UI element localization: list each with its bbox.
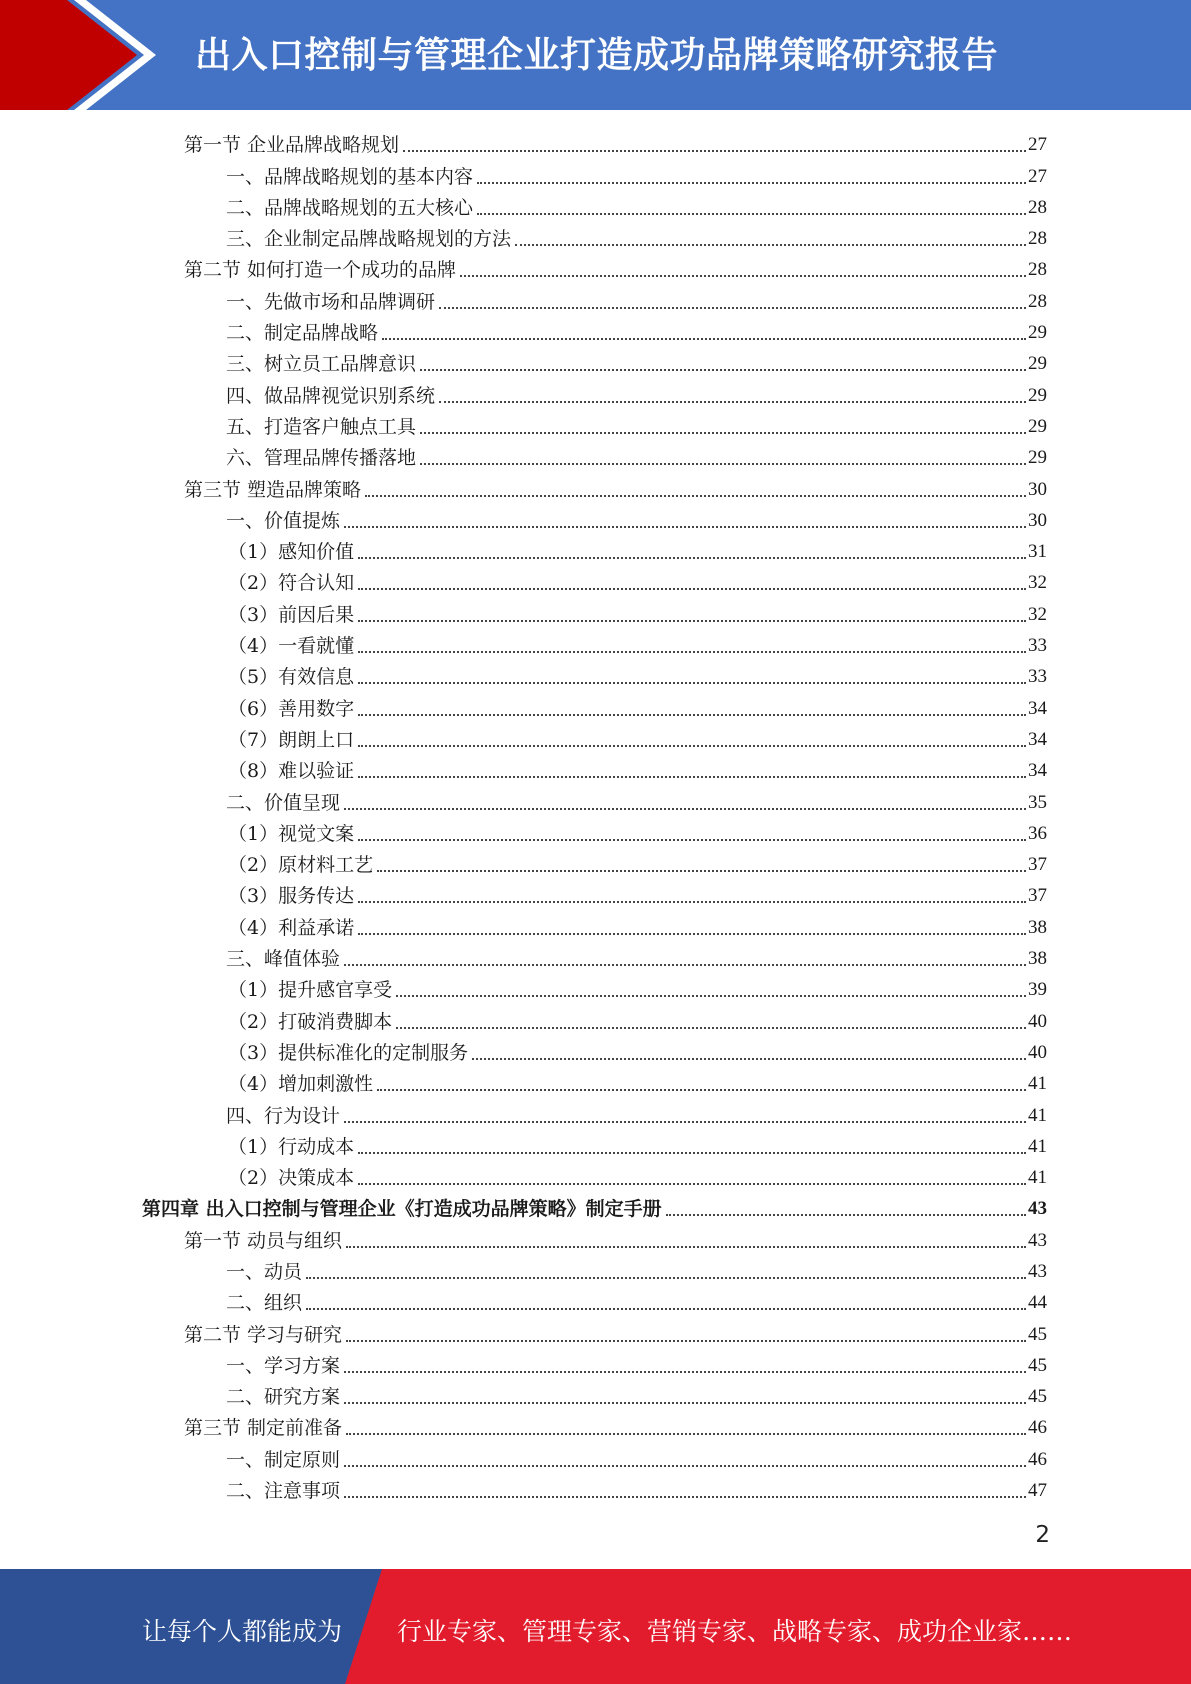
- toc-dot-leader: [358, 1182, 1026, 1185]
- toc-entry-label: （2）打破消费脚本: [228, 1010, 393, 1033]
- toc-entry[interactable]: [0, 1221, 1191, 1252]
- toc-entry-page-number: 38: [1028, 948, 1047, 970]
- toc-entry[interactable]: [0, 157, 1191, 188]
- toc-dot-leader: [358, 775, 1026, 778]
- toc-dot-leader: [344, 1401, 1026, 1404]
- toc-entry-label: 第一节 动员与组织: [184, 1229, 343, 1252]
- toc-entry-label: 第一节 企业品牌战略规划: [184, 134, 400, 157]
- toc-entry[interactable]: [0, 376, 1191, 407]
- toc-entry-page-number: 33: [1028, 666, 1047, 688]
- toc-entry-page-number: 46: [1028, 1417, 1047, 1439]
- toc-entry-page-number: 28: [1028, 290, 1047, 312]
- toc-dot-leader: [382, 337, 1026, 340]
- toc-dot-leader: [358, 681, 1026, 684]
- toc-entry-label: 第二节 如何打造一个成功的品牌: [184, 259, 457, 282]
- toc-entry-page-number: 37: [1028, 885, 1047, 907]
- toc-entry-label: 二、制定品牌战略: [226, 322, 379, 345]
- toc-entry-page-number: 29: [1028, 447, 1047, 469]
- toc-dot-leader: [358, 900, 1026, 903]
- toc-entry-label: 一、品牌战略规划的基本内容: [226, 165, 474, 188]
- toc-entry[interactable]: [0, 846, 1191, 877]
- toc-entry-label: （4）一看就懂: [228, 635, 355, 658]
- toc-entry-page-number: 32: [1028, 603, 1047, 625]
- toc-entry-label: （1）提升感官享受: [228, 979, 393, 1002]
- toc-entry-page-number: 37: [1028, 854, 1047, 876]
- toc-dot-leader: [365, 494, 1026, 497]
- toc-entry[interactable]: [0, 689, 1191, 720]
- toc-entry-page-number: 43: [1028, 1198, 1047, 1220]
- toc-entry[interactable]: [0, 439, 1191, 470]
- report-title: 出入口控制与管理企业打造成功品牌策略研究报告: [195, 35, 999, 76]
- toc-entry-page-number: 39: [1028, 979, 1047, 1001]
- toc-entry[interactable]: [0, 1409, 1191, 1440]
- toc-dot-leader: [515, 243, 1026, 246]
- toc-dot-leader: [460, 274, 1026, 277]
- toc-entry[interactable]: [0, 658, 1191, 689]
- toc-entry[interactable]: [0, 595, 1191, 626]
- toc-dot-leader: [403, 149, 1026, 152]
- toc-entry-page-number: 27: [1028, 165, 1047, 187]
- toc-entry-page-number: 31: [1028, 541, 1047, 563]
- toc-entry-label: （8）难以验证: [228, 760, 355, 783]
- toc-entry-label: （6）善用数字: [228, 697, 355, 720]
- toc-entry-label: 二、品牌战略规划的五大核心: [226, 196, 474, 219]
- toc-dot-leader: [377, 869, 1026, 872]
- toc-dot-leader: [420, 368, 1026, 371]
- toc-entry-page-number: 35: [1028, 791, 1047, 813]
- toc-entry[interactable]: [0, 1315, 1191, 1346]
- toc-dot-leader: [306, 1307, 1026, 1310]
- toc-dot-leader: [439, 306, 1026, 309]
- toc-entry-page-number: 40: [1028, 1010, 1047, 1032]
- toc-entry-label: 第二节 学习与研究: [184, 1323, 343, 1346]
- toc-entry-label: 一、动员: [226, 1260, 303, 1283]
- toc-entry-page-number: 34: [1028, 760, 1047, 782]
- toc-dot-leader: [344, 807, 1026, 810]
- toc-dot-leader: [396, 1026, 1026, 1029]
- table-of-contents: [0, 126, 1191, 1503]
- toc-dot-leader: [358, 556, 1026, 559]
- toc-dot-leader: [666, 1213, 1026, 1216]
- toc-entry-page-number: 46: [1028, 1448, 1047, 1470]
- toc-dot-leader: [346, 1432, 1026, 1435]
- toc-dot-leader: [344, 525, 1026, 528]
- toc-entry[interactable]: [0, 502, 1191, 533]
- toc-entry-label: （3）服务传达: [228, 885, 355, 908]
- toc-entry[interactable]: [0, 1128, 1191, 1159]
- toc-entry[interactable]: [0, 345, 1191, 376]
- toc-entry-page-number: 30: [1028, 509, 1047, 531]
- toc-entry-page-number: 43: [1028, 1260, 1047, 1282]
- toc-entry[interactable]: [0, 533, 1191, 564]
- toc-entry-page-number: 29: [1028, 322, 1047, 344]
- toc-entry-page-number: 38: [1028, 916, 1047, 938]
- toc-entry-page-number: 41: [1028, 1135, 1047, 1157]
- toc-entry-page-number: 30: [1028, 478, 1047, 500]
- toc-entry[interactable]: [0, 1253, 1191, 1284]
- toc-entry-page-number: 29: [1028, 384, 1047, 406]
- toc-entry[interactable]: [0, 251, 1191, 282]
- toc-entry[interactable]: [0, 815, 1191, 846]
- toc-entry-page-number: 34: [1028, 728, 1047, 750]
- toc-entry-label: 三、峰值体验: [226, 948, 341, 971]
- toc-entry-label: 第四章 出入口控制与管理企业《打造成功品牌策略》制定手册: [142, 1198, 662, 1221]
- toc-entry[interactable]: [0, 627, 1191, 658]
- toc-entry-page-number: 44: [1028, 1292, 1047, 1314]
- toc-entry[interactable]: [0, 126, 1191, 157]
- toc-entry[interactable]: [0, 470, 1191, 501]
- toc-entry-label: 一、先做市场和品牌调研: [226, 290, 436, 313]
- toc-dot-leader: [477, 212, 1026, 215]
- toc-entry-label: 三、树立员工品牌意识: [226, 353, 417, 376]
- toc-entry-label: 二、价值呈现: [226, 791, 341, 814]
- toc-entry[interactable]: [0, 1034, 1191, 1065]
- toc-dot-leader: [420, 431, 1026, 434]
- toc-entry[interactable]: [0, 1440, 1191, 1471]
- toc-dot-leader: [358, 713, 1026, 716]
- toc-dot-leader: [358, 619, 1026, 622]
- toc-entry[interactable]: [0, 908, 1191, 939]
- toc-entry-label: 四、做品牌视觉识别系统: [226, 384, 436, 407]
- toc-dot-leader: [306, 1276, 1026, 1279]
- toc-dot-leader: [344, 1495, 1026, 1498]
- toc-entry-page-number: 28: [1028, 228, 1047, 250]
- toc-entry[interactable]: [0, 408, 1191, 439]
- toc-entry-label: （1）感知价值: [228, 541, 355, 564]
- toc-entry-page-number: 32: [1028, 572, 1047, 594]
- toc-entry[interactable]: [0, 564, 1191, 595]
- toc-entry-label: 第三节 塑造品牌策略: [184, 478, 362, 501]
- toc-entry-page-number: 45: [1028, 1323, 1047, 1345]
- toc-entry[interactable]: [0, 752, 1191, 783]
- toc-entry-label: 二、注意事项: [226, 1480, 341, 1503]
- toc-dot-leader: [477, 181, 1026, 184]
- toc-entry-page-number: 40: [1028, 1041, 1047, 1063]
- toc-entry-label: 一、学习方案: [226, 1354, 341, 1377]
- toc-entry-page-number: 28: [1028, 196, 1047, 218]
- toc-dot-leader: [344, 1370, 1026, 1373]
- toc-entry[interactable]: [0, 1347, 1191, 1378]
- toc-entry-page-number: 28: [1028, 259, 1047, 281]
- toc-entry[interactable]: [0, 877, 1191, 908]
- toc-entry[interactable]: [0, 220, 1191, 251]
- toc-entry-label: 第三节 制定前准备: [184, 1417, 343, 1440]
- toc-entry-label: （4）利益承诺: [228, 916, 355, 939]
- toc-entry-label: （5）有效信息: [228, 666, 355, 689]
- page-header: [0, 0, 1191, 110]
- toc-entry-page-number: 34: [1028, 697, 1047, 719]
- toc-entry[interactable]: [0, 1284, 1191, 1315]
- toc-entry-page-number: 41: [1028, 1073, 1047, 1095]
- toc-dot-leader: [358, 587, 1026, 590]
- toc-entry-page-number: 29: [1028, 353, 1047, 375]
- toc-entry-page-number: 43: [1028, 1229, 1047, 1251]
- toc-entry[interactable]: [0, 1096, 1191, 1127]
- page-number: 2: [1035, 1522, 1050, 1548]
- toc-dot-leader: [358, 838, 1026, 841]
- toc-entry-label: （1）行动成本: [228, 1135, 355, 1158]
- toc-entry-page-number: 36: [1028, 822, 1047, 844]
- toc-entry-label: 三、企业制定品牌战略规划的方法: [226, 228, 512, 251]
- toc-dot-leader: [377, 1088, 1026, 1091]
- toc-entry-label: （2）原材料工艺: [228, 854, 374, 877]
- toc-entry-label: 二、组织: [226, 1292, 303, 1315]
- footer-slogan-right: 行业专家、管理专家、营销专家、战略专家、成功企业家……: [397, 1617, 1073, 1646]
- toc-entry[interactable]: [0, 1472, 1191, 1503]
- toc-entry[interactable]: [0, 1065, 1191, 1096]
- toc-entry[interactable]: [0, 1190, 1191, 1221]
- toc-entry-label: 六、管理品牌传播落地: [226, 447, 417, 470]
- toc-entry-page-number: 41: [1028, 1167, 1047, 1189]
- toc-entry-label: （3）提供标准化的定制服务: [228, 1041, 469, 1064]
- toc-entry-page-number: 33: [1028, 635, 1047, 657]
- toc-dot-leader: [472, 1057, 1026, 1060]
- toc-entry[interactable]: [0, 721, 1191, 752]
- toc-dot-leader: [346, 1245, 1026, 1248]
- toc-entry-label: （1）视觉文案: [228, 822, 355, 845]
- toc-dot-leader: [439, 400, 1026, 403]
- toc-entry-label: 一、制定原则: [226, 1448, 341, 1471]
- toc-entry[interactable]: [0, 189, 1191, 220]
- toc-dot-leader: [358, 744, 1026, 747]
- toc-entry-label: （2）符合认知: [228, 572, 355, 595]
- toc-entry-page-number: 41: [1028, 1104, 1047, 1126]
- footer-slogan-left: 让每个人都能成为: [142, 1617, 343, 1646]
- toc-entry[interactable]: [0, 1159, 1191, 1190]
- toc-dot-leader: [346, 1339, 1026, 1342]
- toc-entry[interactable]: [0, 971, 1191, 1002]
- toc-entry[interactable]: [0, 1002, 1191, 1033]
- toc-entry-page-number: 27: [1028, 134, 1047, 156]
- toc-dot-leader: [396, 994, 1026, 997]
- toc-entry-page-number: 47: [1028, 1480, 1047, 1502]
- toc-entry-label: （2）决策成本: [228, 1167, 355, 1190]
- toc-entry[interactable]: [0, 282, 1191, 313]
- toc-entry-label: 四、行为设计: [226, 1104, 341, 1127]
- toc-entry[interactable]: [0, 1378, 1191, 1409]
- toc-dot-leader: [358, 932, 1026, 935]
- toc-entry-label: 五、打造客户触点工具: [226, 415, 417, 438]
- header-red-arrow: [0, 0, 150, 110]
- toc-dot-leader: [344, 963, 1026, 966]
- toc-entry-label: （4）增加刺激性: [228, 1073, 374, 1096]
- toc-entry[interactable]: [0, 783, 1191, 814]
- toc-entry-label: （7）朗朗上口: [228, 728, 355, 751]
- toc-dot-leader: [358, 1151, 1026, 1154]
- toc-dot-leader: [420, 462, 1026, 465]
- toc-entry-page-number: 45: [1028, 1354, 1047, 1376]
- toc-entry-page-number: 29: [1028, 415, 1047, 437]
- toc-dot-leader: [358, 650, 1026, 653]
- toc-entry-label: （3）前因后果: [228, 603, 355, 626]
- toc-dot-leader: [344, 1120, 1026, 1123]
- toc-entry-page-number: 45: [1028, 1386, 1047, 1408]
- toc-dot-leader: [344, 1464, 1026, 1467]
- toc-entry-label: 二、研究方案: [226, 1386, 341, 1409]
- page-footer: [0, 1569, 1191, 1684]
- toc-entry[interactable]: [0, 940, 1191, 971]
- toc-entry[interactable]: [0, 314, 1191, 345]
- toc-entry-label: 一、价值提炼: [226, 509, 341, 532]
